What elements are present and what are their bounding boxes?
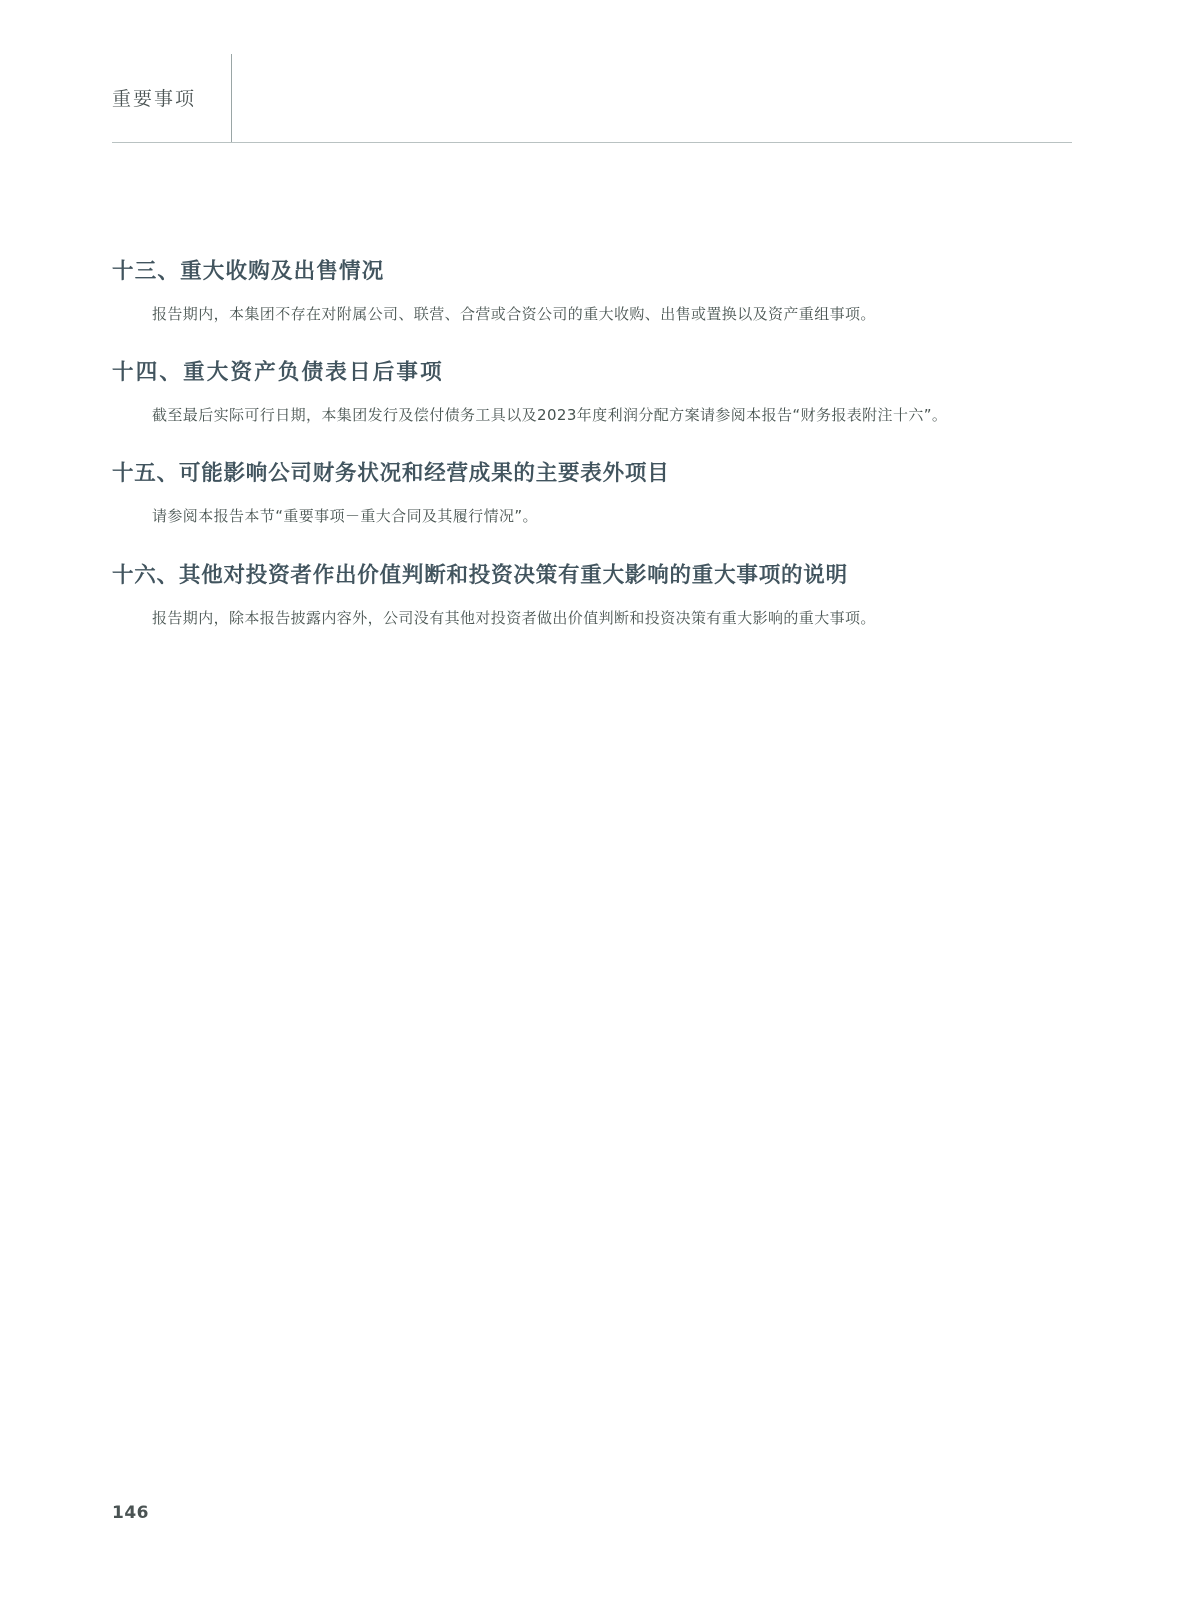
section-16-body: 报告期内，除本报告披露内容外，公司没有其他对投资者做出价值判断和投资决策有重大影响的重大事项。 <box>152 608 876 627</box>
header-vertical-divider <box>231 54 232 142</box>
header-horizontal-divider <box>112 142 1072 143</box>
section-15 <box>112 460 1072 531</box>
section-14 <box>112 359 1072 430</box>
section-14-body: 截至最后实际可行日期，本集团发行及偿付债务工具以及2023年度利润分配方案请参阅本报告“财务报表附注十六”。 <box>152 406 948 425</box>
section-15-body: 请参阅本报告本节“重要事项－重大合同及其履行情况”。 <box>152 507 538 526</box>
section-13-title: 十三、重大收购及出售情况 <box>112 259 385 284</box>
section-13-body: 报告期内，本集团不存在对附属公司、联营、合营或合资公司的重大收购、出售或置换以及资产重组事项。 <box>152 304 876 323</box>
page-header <box>0 48 1190 148</box>
page-number: 146 <box>112 1503 149 1523</box>
header-section-label: 重要事项 <box>112 88 197 110</box>
section-13 <box>112 258 1072 329</box>
section-14-title: 十四、重大资产负债表日后事项 <box>112 360 444 386</box>
document-content <box>112 258 1072 639</box>
section-16-title: 十六、其他对投资者作出价值判断和投资决策有重大影响的重大事项的说明 <box>112 562 848 588</box>
section-16 <box>112 562 1072 633</box>
section-15-title: 十五、可能影响公司财务状况和经营成果的主要表外项目 <box>112 461 670 487</box>
page-footer <box>112 1503 1072 1523</box>
